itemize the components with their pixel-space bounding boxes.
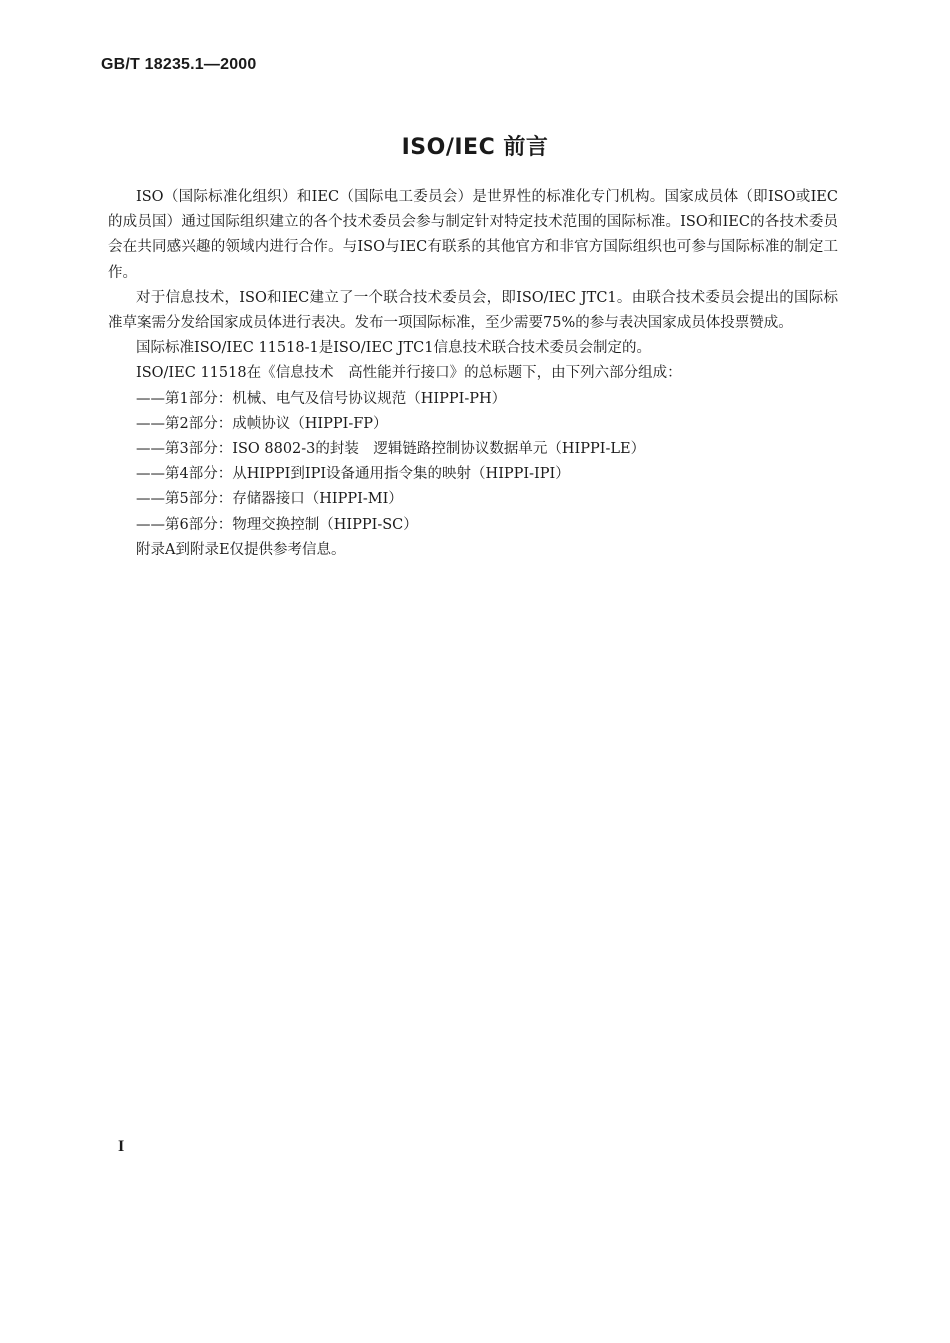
list-item-part-1: ——第1部分：机械、电气及信号协议规范（HIPPI-PH）	[136, 390, 507, 407]
paragraph-jtc1: 对于信息技术，ISO和IEC建立了一个联合技术委员会，即ISO/IEC JTC1。由联合技术委员会提出的国际标准草案需分发给国家成员体进行表决。发布一项国际标准，至少需要75%的参与表决国家成员体投票赞成。	[108, 289, 838, 332]
paragraph-standard-origin: 国际标准ISO/IEC 11518-1是ISO/IEC JTC1信息技术联合技术委员会制定的。	[136, 340, 651, 357]
page-title: ISO/IEC 前言	[401, 135, 549, 160]
paragraph-iso-iec-intro: ISO（国际标准化组织）和IEC（国际电工委员会）是世界性的标准化专门机构。国家成员体（即ISO或IEC的成员国）通过国际组织建立的各个技术委员会参与制定针对特定技术范围的国际标准。ISO和IEC的各技术委员会在共同感兴趣的领域内进行合作。与ISO与IEC有联系的其他官方和非官方国际组织也可参与国际标准的制定工作。	[108, 189, 838, 281]
paragraph-parts-intro: ISO/IEC 11518在《信息技术 高性能并行接口》的总标题下，由下列六部分组成：	[136, 365, 682, 382]
list-item-part-3: ——第3部分：ISO 8802-3的封装 逻辑链路控制协议数据单元（HIPPI-LE）	[136, 441, 646, 458]
list-item-part-5: ——第5部分：存储器接口（HIPPI-MI）	[136, 491, 403, 508]
paragraph-appendix-note: 附录A到附录E仅提供参考信息。	[136, 541, 346, 558]
list-item-part-2: ——第2部分：成帧协议（HIPPI-FP）	[136, 415, 388, 432]
document-body	[108, 185, 838, 563]
list-item-part-6: ——第6部分：物理交换控制（HIPPI-SC）	[136, 516, 418, 533]
list-item-part-4: ——第4部分：从HIPPI到IPI设备通用指令集的映射（HIPPI-IPI）	[136, 466, 570, 483]
standard-code-header: GB/T 18235.1—2000	[101, 56, 257, 73]
page-number: I	[118, 1138, 125, 1155]
